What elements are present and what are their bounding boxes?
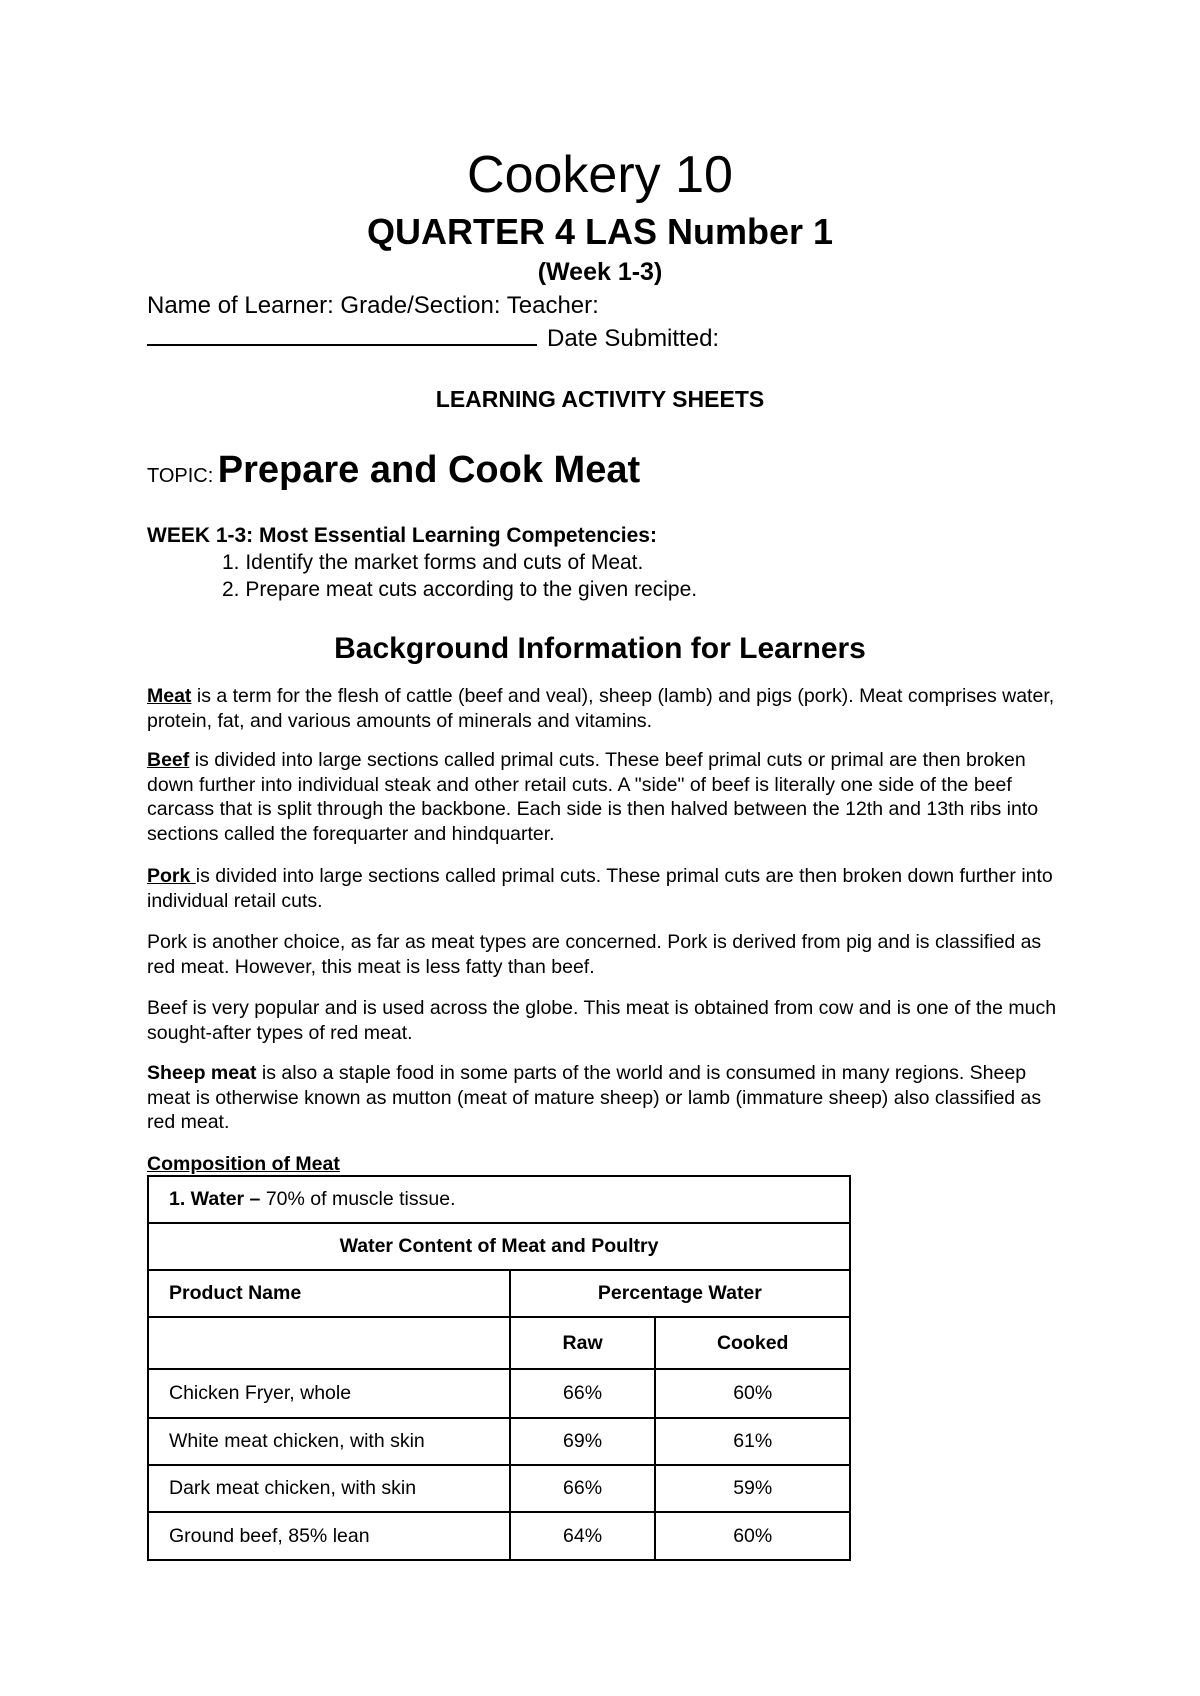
- table-row: [148, 1512, 850, 1560]
- term-pork: Pork: [147, 865, 196, 887]
- competency-item: 2. Prepare meat cuts according to the given recipe.: [222, 578, 698, 601]
- topic-line: [147, 446, 640, 502]
- table-row: [148, 1418, 850, 1465]
- water-content-table: [147, 1175, 851, 1561]
- composition-title: Composition of Meat: [147, 1153, 340, 1175]
- raw-cell: 66%: [510, 1369, 656, 1418]
- column-header-percentage: Percentage Water: [510, 1270, 850, 1317]
- date-submitted-line: [147, 322, 719, 354]
- paragraph-beef-popular: Beef is very popular and is used across the globe. This meat is obtained from cow and is one of the much sought-after types of red meat.: [147, 997, 1057, 1044]
- table-subheader-row: [148, 1317, 850, 1369]
- name-blank-line: [147, 322, 537, 346]
- paragraph-text: is a term for the flesh of cattle (beef and veal), sheep (lamb) and pigs (pork). Meat comprises water, protein, fat, and various amounts of minerals and vitamins.: [147, 685, 1055, 732]
- background-heading: Background Information for Learners: [334, 632, 866, 665]
- competencies-heading: WEEK 1-3: Most Essential Learning Competencies:: [147, 524, 657, 547]
- paragraph-text: is divided into large sections called primal cuts. These primal cuts are then broken down further into individual retail cuts.: [147, 865, 1053, 912]
- term-sheep-meat: Sheep meat: [147, 1062, 257, 1084]
- table-row: [148, 1223, 850, 1270]
- table-row: [148, 1465, 850, 1512]
- water-cell: [148, 1176, 850, 1223]
- product-name-cell: Ground beef, 85% lean: [148, 1512, 510, 1560]
- paragraph-text: is also a staple food in some parts of the world and is consumed in many regions. Sheep meat is otherwise known as mutton (meat of mature sheep) or lamb (immature sheep) also classified as red meat.: [147, 1062, 1042, 1133]
- paragraph-sheep: [147, 1061, 1067, 1135]
- paragraph-meat: [147, 684, 1067, 733]
- paragraph-pork-choice: Pork is another choice, as far as meat types are concerned. Pork is derived from pig and is classified as red meat. However, this meat is less fatty than beef.: [147, 931, 1042, 978]
- paragraph-beef: [147, 748, 1067, 846]
- column-header-raw: Raw: [510, 1317, 656, 1369]
- competency-item: 1. Identify the market forms and cuts of Meat.: [222, 551, 644, 574]
- date-submitted-label: Date Submitted:: [547, 325, 720, 352]
- las-title: LEARNING ACTIVITY SHEETS: [435, 386, 765, 412]
- topic-label: TOPIC: [147, 465, 208, 487]
- cooked-cell: 60%: [655, 1512, 850, 1560]
- term-meat: Meat: [147, 685, 192, 707]
- cooked-cell: 60%: [655, 1369, 850, 1418]
- raw-cell: 69%: [510, 1418, 656, 1465]
- product-name-cell: Dark meat chicken, with skin: [148, 1465, 510, 1512]
- table-row: [148, 1176, 850, 1223]
- quarter-heading: QUARTER 4 LAS Number 1: [366, 211, 834, 252]
- table-row: [148, 1369, 850, 1418]
- water-label: 1. Water –: [169, 1188, 261, 1210]
- product-name-cell: White meat chicken, with skin: [148, 1418, 510, 1465]
- table-header-row: [148, 1270, 850, 1317]
- paragraph-pork: [147, 864, 1067, 913]
- cooked-cell: 59%: [655, 1465, 850, 1512]
- learner-info-line: Name of Learner: Grade/Section: Teacher:: [147, 292, 599, 319]
- water-text: 70% of muscle tissue.: [260, 1188, 456, 1210]
- cooked-cell: 61%: [655, 1418, 850, 1465]
- column-header-product: Product Name: [148, 1270, 510, 1317]
- paragraph-text: is divided into large sections called primal cuts. These beef primal cuts or primal are then broken down further into individual steak and other retail cuts. A "side" of beef is literally one side of the beef carcass that is split through the backbone. Each side is then halved between the 12th and 13th ribs into sections called the forequarter and hindquarter.: [147, 749, 1039, 845]
- week-range: (Week 1-3): [537, 258, 663, 286]
- raw-cell: 66%: [510, 1465, 656, 1512]
- topic-colon: :: [207, 465, 214, 487]
- topic-value: Prepare and Cook Meat: [217, 449, 641, 491]
- raw-cell: 64%: [510, 1512, 656, 1560]
- column-header-cooked: Cooked: [655, 1317, 850, 1369]
- product-name-cell: Chicken Fryer, whole: [148, 1369, 510, 1418]
- empty-cell: [148, 1317, 510, 1369]
- table-title: Water Content of Meat and Poultry: [148, 1223, 850, 1270]
- term-beef: Beef: [147, 749, 190, 771]
- document-title: Cookery 10: [467, 146, 733, 204]
